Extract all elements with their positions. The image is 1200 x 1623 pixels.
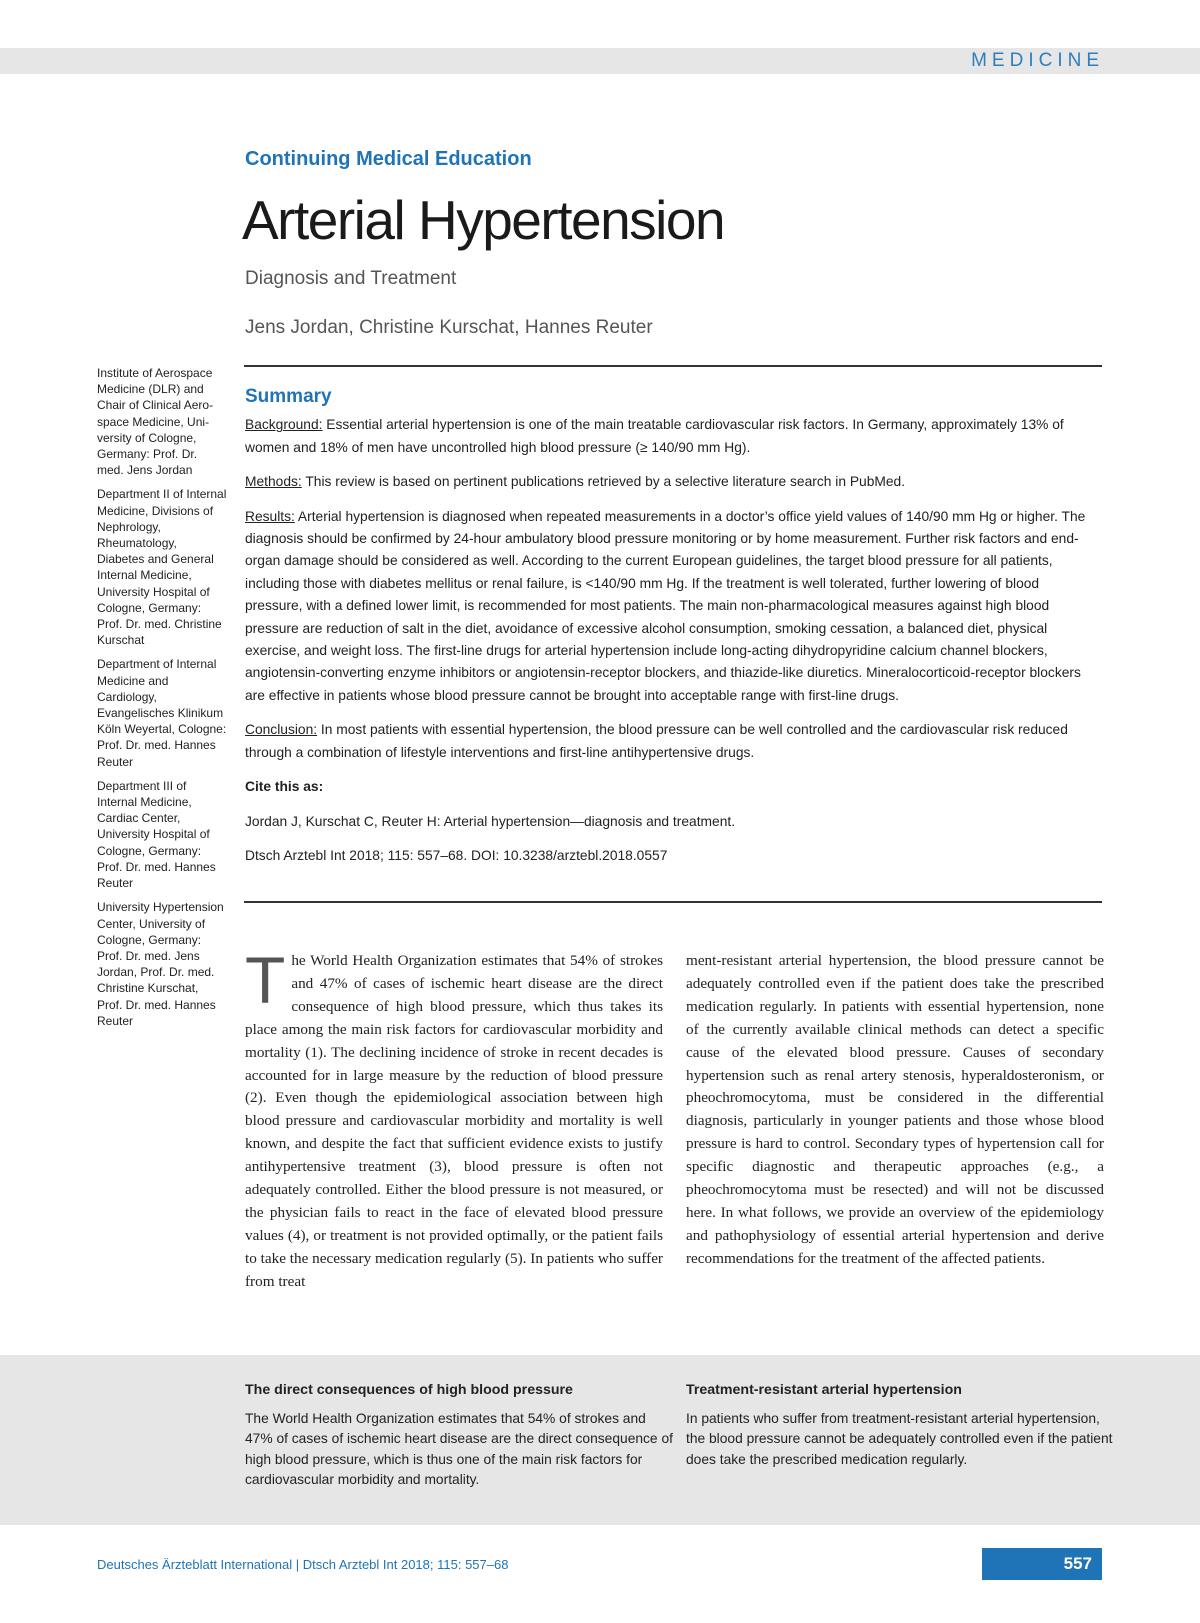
cite-line-2: Dtsch Arztebl Int 2018; 115: 557–68. DOI: 10.3238/arztebl.2018.0557 — [245, 847, 668, 863]
affiliation: Institute of Aerospace Medicine (DLR) and Chair of Clinical Aerospace Medicine, University of Cologne, Germany: Prof. Dr. med. Jens Jordan — [97, 366, 214, 478]
affiliation: Department II of Internal Medicine, Divisions of Nephrology, Rheumatology, Diabetes and General Internal Medicine, University Hospital of Cologne, Germany: Prof. Dr. med. Christine Kurschat — [97, 487, 227, 648]
body-column-2 — [686, 950, 1104, 1271]
body-text-col2: ment-resistant arterial hypertension, the blood pressure cannot be adequately controlled even if the patient does take the prescribed medication regularly. In patients with essential hypertension, none of the currently available clinical methods can detect a specific cause of the elevated blood pressure. Causes of secondary hypertension such as renal artery stenosis, hyperaldosteronism, or pheochromocytoma, must be considered in the differential diagnosis, particularly in younger patients and those whose blood pressure is hard to control. Secondary types of hypertension call for specific diagnostic and therapeutic approaches (e.g., a pheochromocytoma must be resected) and will not be discussed here. In what follows, we provide an overview of the epidemiology and pathophysiology of essential arterial hypertension and derive recommendations for the treatment of the affected patients. — [686, 952, 1104, 1267]
key-point-heading: Treatment-resistant arterial hypertension — [686, 1382, 962, 1398]
summary-heading: Summary — [245, 386, 332, 407]
summary-conclusion — [245, 719, 1100, 764]
results-label: Results: — [245, 508, 295, 524]
background-label: Background: — [245, 417, 323, 433]
drop-cap: T — [245, 943, 286, 1017]
results-text: Arterial hypertension is diagnosed when repeated measurements in a doctor’s office yield values of 140/90 mm Hg or higher. The diagnosis should be confirmed by 24-hour ambulatory blood pressure monitoring or by home measurement. Further risk factors and end-organ damage should be considered as well. According to the current European guidelines, the target blood pressure for all patients, including those with diabetes mellitus or renal failure, is <140/90 mm Hg. If the treatment is well tolerated, further lowering of blood pressure, with a defined lower limit, is recommended for most patients. The main non-pharmacological measures against high blood pressure are reduction of salt in the diet, avoidance of excessive alcohol consumption, smoking cessation, a balanced diet, physical exercise, and weight loss. The first-line drugs for arterial hypertension include long-acting dihydropyridine calcium channel blockers, angiotensin-converting enzyme inhibitors or angiotensin-receptor blockers, and thiazide-like diuretics. Mineralocorticoid-receptor blockers are effective in patients whose blood pressure cannot be brought into acceptable range with first-line drugs. — [245, 508, 1086, 703]
article-authors: Jens Jordan, Christine Kurschat, Hannes Reuter — [245, 317, 653, 338]
cite-line-1: Jordan J, Kurschat C, Reuter H: Arterial hypertension—diagnosis and treatment. — [245, 813, 736, 829]
footer-journal: Deutsches Ärzteblatt International | Dtsch Arztebl Int 2018; 115: 557–68 — [97, 1557, 509, 1572]
summary-results — [245, 506, 1100, 708]
body-column-1 — [245, 943, 663, 1294]
summary-methods — [245, 471, 1100, 493]
summary-bottom-rule — [244, 901, 1102, 903]
background-text: Essential arterial hypertension is one of the main treatable cardiovascular risk factors. In Germany, approximately 13% of women and 18% of men have uncontrolled high blood pressure (≥ 140/90 mm Hg). — [245, 417, 1064, 455]
key-point-text: In patients who suffer from treatment-resistant arterial hypertension, the blood pressure cannot be adequately controlled even if the patient does take the prescribed medication regularly. — [686, 1410, 1113, 1467]
article-kicker: Continuing Medical Education — [245, 148, 532, 170]
body-text-col1: he World Health Organization estimates that 54% of strokes and 47% of cases of ischemic heart disease are the direct consequence of high blood pressure, which thus takes its place among the main risk factors for cardiovascular morbidity and mortality (1). The declining incidence of stroke in recent decades is accounted for in large measure by the reduction of blood pressure (2). Even though the epidemiological association between high blood pressure and cardiovascular morbidity and mortality is well known, and despite the fact that sufficient evidence exists to justify antihypertensive treatment (3), blood pressure is often not adequately controlled. Either the blood pressure is not measured, or the physician fails to react in the face of elevated blood pressure values (4), or treatment is not provided optimally, or the patient fails to take the necessary medication regularly (5). In patients who suffer from treat — [245, 952, 663, 1290]
affiliation: Department of Internal Medicine and Cardiology, Evangelisches Klinikum Köln Weyertal, Cologne: Prof. Dr. med. Hannes Reuter — [97, 657, 227, 769]
cite-heading: Cite this as: — [245, 779, 324, 795]
article-subtitle: Diagnosis and Treatment — [245, 268, 457, 289]
affiliations — [97, 365, 227, 1037]
key-point-heading: The direct consequences of high blood pressure — [245, 1382, 573, 1398]
summary-top-rule — [244, 365, 1102, 367]
affiliation: Department III of Internal Medicine, Cardiac Center, University Hospital of Cologne, Germany: Prof. Dr. med. Hannes Reuter — [97, 778, 216, 891]
summary-background — [245, 414, 1100, 459]
affiliation: University Hypertension Center, University of Cologne, Germany: Prof. Dr. med. Jens Jordan, Prof. Dr. med. Christine Kurschat, Prof. Dr. med. Hannes Reuter — [97, 900, 224, 1028]
methods-text: This review is based on pertinent publications retrieved by a selective literature search in PubMed. — [301, 474, 906, 490]
key-point-box — [245, 1380, 675, 1491]
summary — [245, 386, 1100, 879]
article-title: Arterial Hypertension — [242, 189, 725, 251]
conclusion-text: In most patients with essential hypertension, the blood pressure can be well controlled and the cardiovascular risk reduced through a combination of lifestyle interventions and first-line antihypertensive drugs. — [245, 722, 1068, 760]
methods-label: Methods: — [245, 474, 302, 490]
page-number: 557 — [982, 1548, 1102, 1580]
key-point-text: The World Health Organization estimates that 54% of strokes and 47% of cases of ischemic heart disease are the direct consequence of high blood pressure, which is thus one of the main risk factors for cardiovascular morbidity and mortality. — [245, 1410, 673, 1487]
conclusion-label: Conclusion: — [245, 722, 318, 738]
key-point-box — [686, 1380, 1116, 1470]
section-label: MEDICINE — [971, 50, 1104, 71]
